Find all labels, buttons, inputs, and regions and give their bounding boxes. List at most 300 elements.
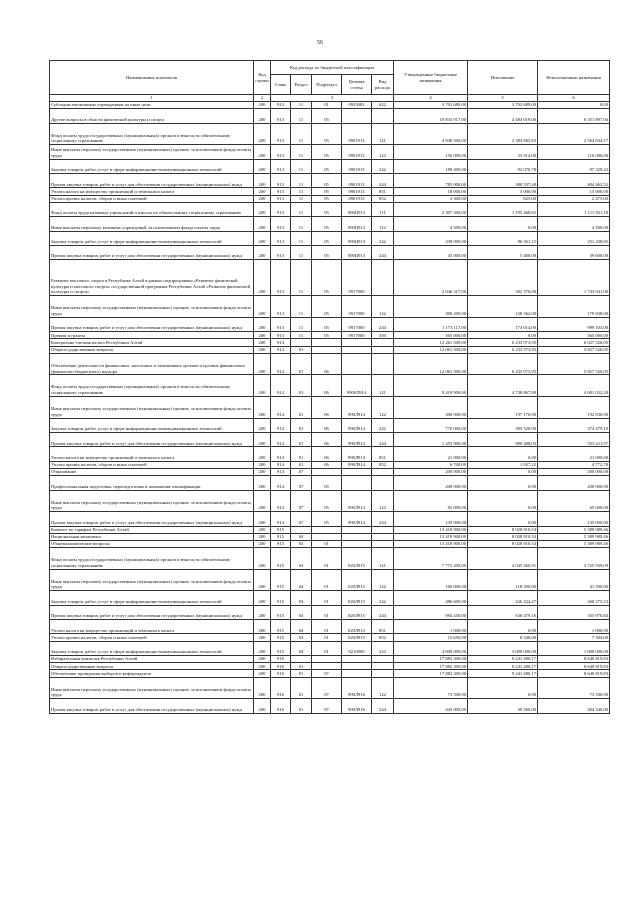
row-name-cell: Общегосударственные вопросы [50, 346, 254, 353]
row-line-code-cell: 200 [254, 159, 271, 173]
row-approved-cell: 3 702 689,00 [394, 102, 468, 109]
row-line-code-cell: 200 [254, 353, 271, 375]
row-approved-cell: 338 000,00 [394, 231, 468, 245]
row-unexecuted-cell: 2 564 634,17 [538, 123, 610, 145]
row-target-cell: 020Л915 [342, 634, 372, 641]
row-subsection-cell: 05 [312, 231, 342, 245]
row-executed-cell: 6 233 973,95 [468, 346, 538, 353]
row-section-cell: 01 [291, 375, 312, 397]
row-target-cell: 0901913 [342, 173, 372, 187]
row-line-code-cell: 200 [254, 468, 271, 475]
row-section-cell: 04 [291, 540, 312, 547]
row-unexecuted-cell: 7 304,00 [538, 634, 610, 641]
row-section-cell: 11 [291, 231, 312, 245]
row-subsection-cell: 05 [312, 245, 342, 259]
row-approved-cell: 1 453 900,00 [394, 433, 468, 447]
row-section-cell: 01 [291, 677, 312, 699]
row-line-code-cell: 200 [254, 317, 271, 331]
row-approved-cell: 21 000,00 [394, 447, 468, 461]
header-approved: Утвержденные бюджетные назначения [394, 61, 468, 95]
row-name-cell: Иные выплаты персоналу государственных (муниципальных) органов, за исключением фонда оплаты труда [50, 145, 254, 159]
row-target-cell [342, 468, 372, 475]
row-chapter-cell: 914 [271, 433, 291, 447]
row-subsection-cell: 05 [312, 260, 342, 296]
row-name-cell: Уплата прочих налогов, сборов и иных платежей [50, 634, 254, 641]
row-executed-cell: 8 028 910,54 [468, 533, 538, 540]
row-subsection-cell: 01 [312, 620, 342, 634]
row-approved-cell: 12 061 500,00 [394, 353, 468, 375]
row-executed-cell: 4 738 867,80 [468, 375, 538, 397]
row-unexecuted-cell: 41 500,00 [538, 569, 610, 591]
row-executed-cell: 4 484 019,06 [468, 109, 538, 123]
row-unexecuted-cell: 1 000,00 [538, 620, 610, 634]
row-section-cell: 11 [291, 159, 312, 173]
row-subsection-cell: 05 [312, 332, 342, 339]
row-executed-cell: 0,00 [468, 447, 538, 461]
row-name-cell: Обеспечение деятельности финансовых, налоговых и таможенных органов и органов финансового (финансово-бюджетного) надзора [50, 353, 254, 375]
row-line-code-cell: 200 [254, 202, 271, 216]
header-line-code: Код строки [254, 61, 271, 95]
row-line-code-cell: 200 [254, 145, 271, 159]
row-name-cell: Закупка товаров, работ, услуг в сфере информационно-коммуникационных технологий [50, 418, 254, 432]
row-subsection-cell: 07 [312, 677, 342, 699]
row-line-code-cell: 200 [254, 346, 271, 353]
row-name-cell: Избирательная комиссия Республики Алтай [50, 656, 254, 663]
row-approved-cell: 73 500,00 [394, 677, 468, 699]
row-target-cell: 090Ц913 [342, 217, 372, 231]
row-line-code-cell: 200 [254, 533, 271, 540]
row-unexecuted-cell: 4 500,00 [538, 217, 610, 231]
row-line-code-cell: 200 [254, 641, 271, 655]
row-chapter-cell: 913 [271, 260, 291, 296]
row-line-code-cell: 200 [254, 591, 271, 605]
row-unexecuted-cell: 5 389 989,46 [538, 526, 610, 533]
row-line-code-cell: 200 [254, 605, 271, 619]
row-exp-type-cell [372, 468, 394, 475]
row-name-cell: Прочая закупка товаров, работ и услуг для обеспечения государственных (муниципальных) нужд [50, 245, 254, 259]
table-body [50, 102, 610, 714]
row-name-cell: Иные выплаты персоналу государственных (муниципальных) органов, за исключением фонда оплаты труда [50, 569, 254, 591]
row-name-cell: Прочая закупка товаров, работ и услуг для обеспечения государственных (муниципальных) нужд [50, 433, 254, 447]
row-target-cell: 990Л914 [342, 490, 372, 512]
row-chapter-cell: 915 [271, 526, 291, 533]
row-target-cell [342, 533, 372, 540]
row-target-cell: 990Л916 [342, 677, 372, 699]
row-section-cell: 11 [291, 102, 312, 109]
row-unexecuted-cell: 553 411,97 [538, 433, 610, 447]
row-section-cell: 07 [291, 468, 312, 475]
row-approved-cell: 10 835 917,00 [394, 109, 468, 123]
row-subsection-cell: 06 [312, 447, 342, 461]
row-name-cell: Обеспечение проведения выборов и референдумов [50, 670, 254, 677]
row-chapter-cell: 914 [271, 461, 291, 468]
row-target-cell: 0917000 [342, 260, 372, 296]
row-executed-cell: 197 170,00 [468, 397, 538, 419]
row-approved-cell: 13 418 900,00 [394, 526, 468, 533]
row-section-cell: 11 [291, 317, 312, 331]
table-row [50, 173, 610, 187]
row-exp-type-cell: 244 [372, 605, 394, 619]
row-name-cell: Иные выплаты персоналу государственных (муниципальных) органов, за исключением фонда оплаты труда [50, 397, 254, 419]
row-name-cell: Уплата прочих налогов, сборов и иных платежей [50, 461, 254, 468]
row-chapter-cell: 915 [271, 641, 291, 655]
row-approved-cell: 135 000,00 [394, 512, 468, 526]
table-row [50, 397, 610, 419]
row-name-cell: Закупка товаров, работ, услуг в сфере информационно-коммуникационных технологий [50, 591, 254, 605]
row-line-code-cell: 200 [254, 339, 271, 346]
row-exp-type-cell: 242 [372, 159, 394, 173]
table-row [50, 353, 610, 375]
row-line-code-cell: 200 [254, 397, 271, 419]
row-approved-cell: 1 000,00 [394, 620, 468, 634]
row-section-cell: 01 [291, 433, 312, 447]
row-line-code-cell: 200 [254, 461, 271, 468]
budget-execution-table [49, 60, 610, 714]
row-executed-cell: 0,00 [468, 490, 538, 512]
row-exp-type-cell: 244 [372, 699, 394, 713]
row-executed-cell: 174 014,00 [468, 317, 538, 331]
row-chapter-cell: 913 [271, 159, 291, 173]
row-exp-type-cell: 122 [372, 145, 394, 159]
row-section-cell: 11 [291, 296, 312, 318]
row-executed-cell: 302 376,00 [468, 260, 538, 296]
row-unexecuted-cell: 116 086,00 [538, 145, 610, 159]
column-number: 5 [468, 95, 538, 102]
row-name-cell: Прочая закупка товаров, работ и услуг для обеспечения государственных (муниципальных) нужд [50, 699, 254, 713]
row-subsection-cell: 01 [312, 634, 342, 641]
row-name-cell: Фонд оплаты труда государственных (муниципальных) органов и взносы по обязательному социальному страхованию [50, 123, 254, 145]
row-subsection-cell [312, 663, 342, 670]
row-target-cell: 0917000 [342, 332, 372, 339]
row-section-cell: 04 [291, 548, 312, 570]
row-name-cell: Прочая закупка товаров, работ и услуг для обеспечения государственных (муниципальных) нужд [50, 605, 254, 619]
row-exp-type-cell [372, 663, 394, 670]
row-subsection-cell: 05 [312, 490, 342, 512]
row-name-cell: Фонд оплаты труда государственных (муниципальных) органов и взносы по обязательному социальному страхованию [50, 375, 254, 397]
row-approved-cell: 12 261 500,00 [394, 339, 468, 346]
row-target-cell: 0925081 [342, 102, 372, 109]
row-subsection-cell: 01 [312, 540, 342, 547]
row-subsection-cell: 06 [312, 353, 342, 375]
row-section-cell: 11 [291, 332, 312, 339]
row-subsection-cell: 05 [312, 145, 342, 159]
row-section-cell [291, 656, 312, 663]
row-executed-cell: 3 000 000,00 [468, 641, 538, 655]
row-unexecuted-cell: 565 000,00 [538, 332, 610, 339]
row-line-code-cell: 200 [254, 476, 271, 490]
row-line-code-cell: 200 [254, 260, 271, 296]
row-line-code-cell: 200 [254, 123, 271, 145]
row-chapter-cell: 915 [271, 591, 291, 605]
row-executed-cell: 8 346,00 [468, 634, 538, 641]
row-unexecuted-cell: 374 479,10 [538, 418, 610, 432]
row-executed-cell: 226 324,47 [468, 591, 538, 605]
row-unexecuted-cell: 15 000,00 [538, 188, 610, 195]
row-chapter-cell: 914 [271, 490, 291, 512]
row-chapter-cell: 913 [271, 188, 291, 195]
row-approved-cell: 4 000 000,00 [394, 641, 468, 655]
row-subsection-cell: 05 [312, 159, 342, 173]
row-unexecuted-cell: 8 640 819,83 [538, 663, 610, 670]
row-line-code-cell: 200 [254, 109, 271, 123]
row-approved-cell: 13 418 900,00 [394, 540, 468, 547]
row-chapter-cell: 915 [271, 533, 291, 540]
table-row [50, 490, 610, 512]
row-exp-type-cell [372, 526, 394, 533]
row-exp-type-cell: 851 [372, 447, 394, 461]
row-executed-cell: 1 927,22 [468, 461, 538, 468]
row-approved-cell: 200 000,00 [394, 476, 468, 490]
row-target-cell: 0901913 [342, 188, 372, 195]
row-approved-cell: 770 000,00 [394, 418, 468, 432]
row-target-cell: 990Л914 [342, 397, 372, 419]
row-name-cell: Профессиональная подготовка, переподготовка и повышение квалификации [50, 476, 254, 490]
table-row [50, 102, 610, 109]
row-unexecuted-cell: 21 000,00 [538, 447, 610, 461]
row-name-cell: Уплата налога на имущество организаций и земельного налога [50, 447, 254, 461]
page-number: 56 [317, 40, 323, 46]
row-section-cell: 04 [291, 591, 312, 605]
row-unexecuted-cell: 135 000,00 [538, 512, 610, 526]
row-unexecuted-cell: 5 389 989,46 [538, 540, 610, 547]
row-approved-cell: 308 200,00 [394, 296, 468, 318]
row-executed-cell: 6 233 973,95 [468, 353, 538, 375]
row-line-code-cell: 200 [254, 699, 271, 713]
row-approved-cell: 65 000,00 [394, 490, 468, 512]
table-row [50, 656, 610, 663]
row-section-cell: 11 [291, 173, 312, 187]
row-approved-cell: 2 307 300,00 [394, 202, 468, 216]
header-classification: Код расхода по бюджетной классификации [271, 61, 394, 75]
row-section-cell: 07 [291, 476, 312, 490]
table-row [50, 634, 610, 641]
row-unexecuted-cell: 260 275,53 [538, 591, 610, 605]
row-name-cell: Закупка товаров, работ, услуг в сфере информационно-коммуникационных технологий [50, 159, 254, 173]
row-section-cell: 01 [291, 397, 312, 419]
row-exp-type-cell: 350 [372, 332, 394, 339]
row-approved-cell: 7 773 200,00 [394, 548, 468, 570]
row-section-cell: 11 [291, 145, 312, 159]
row-executed-cell: 9 241 480,17 [468, 656, 538, 663]
column-number: 2 [254, 95, 271, 102]
table-row [50, 677, 610, 699]
row-unexecuted-cell: 6 027 526,05 [538, 339, 610, 346]
row-chapter-cell: 914 [271, 339, 291, 346]
row-unexecuted-cell: 1 743 941,00 [538, 260, 610, 296]
row-target-cell: 020Л915 [342, 569, 372, 591]
row-subsection-cell: 05 [312, 202, 342, 216]
row-line-code-cell: 200 [254, 433, 271, 447]
table-row [50, 540, 610, 547]
row-approved-cell: 13 418 900,00 [394, 533, 468, 540]
row-approved-cell: 4 500,00 [394, 217, 468, 231]
row-section-cell: 04 [291, 533, 312, 540]
row-executed-cell: 5 400,00 [468, 245, 538, 259]
row-target-cell [342, 339, 372, 346]
row-target-cell: 990Л914 [342, 433, 372, 447]
table-row [50, 447, 610, 461]
row-section-cell: 11 [291, 202, 312, 216]
row-subsection-cell [312, 526, 342, 533]
row-line-code-cell: 200 [254, 634, 271, 641]
row-subsection-cell: 05 [312, 296, 342, 318]
row-executed-cell: 4 045 260,91 [468, 548, 538, 570]
row-line-code-cell: 200 [254, 245, 271, 259]
table-row [50, 260, 610, 296]
header-section: Раздел [291, 75, 312, 95]
row-line-code-cell: 200 [254, 195, 271, 202]
row-exp-type-cell: 122 [372, 296, 394, 318]
row-chapter-cell: 913 [271, 109, 291, 123]
table-row [50, 231, 610, 245]
row-unexecuted-cell: 5 827 526,05 [538, 353, 610, 375]
row-exp-type-cell: 622 [372, 102, 394, 109]
row-chapter-cell: 914 [271, 353, 291, 375]
row-executed-cell: 39 560,00 [468, 699, 538, 713]
row-subsection-cell: 06 [312, 433, 342, 447]
row-chapter-cell: 913 [271, 217, 291, 231]
row-executed-cell: 0,00 [468, 620, 538, 634]
row-line-code-cell: 200 [254, 447, 271, 461]
table-row [50, 605, 610, 619]
row-line-code-cell: 200 [254, 526, 271, 533]
header-unexecuted: Неисполненные назначения [538, 61, 610, 95]
row-executed-cell: 630 479,16 [468, 605, 538, 619]
row-executed-cell: 0,00 [468, 476, 538, 490]
row-section-cell: 11 [291, 195, 312, 202]
row-target-cell [342, 526, 372, 533]
row-subsection-cell: 01 [312, 102, 342, 109]
row-target-cell: 990Л914 [342, 418, 372, 432]
table-row [50, 512, 610, 526]
row-line-code-cell: 200 [254, 173, 271, 187]
row-exp-type-cell: 244 [372, 173, 394, 187]
row-approved-cell: 160 000,00 [394, 569, 468, 591]
table-row [50, 526, 610, 533]
row-chapter-cell: 913 [271, 332, 291, 339]
row-target-cell: 0917000 [342, 296, 372, 318]
row-chapter-cell: 915 [271, 605, 291, 619]
row-chapter-cell: 916 [271, 699, 291, 713]
row-target-cell: 020Л915 [342, 620, 372, 634]
row-section-cell: 07 [291, 512, 312, 526]
row-executed-cell: 9 241 480,17 [468, 670, 538, 677]
row-exp-type-cell [372, 670, 394, 677]
row-name-cell: Контрольно-счетная палата Республики Алтай [50, 339, 254, 346]
row-name-cell: Премии и гранты [50, 332, 254, 339]
table-row [50, 433, 610, 447]
table-row [50, 663, 610, 670]
row-name-cell: Субсидии автономным учреждениям на иные цели [50, 102, 254, 109]
row-unexecuted-cell: 73 500,00 [538, 677, 610, 699]
row-name-cell: Иные выплаты персоналу государственных (муниципальных) органов, за исключением фонда оплаты труда [50, 490, 254, 512]
row-line-code-cell: 200 [254, 620, 271, 634]
row-exp-type-cell: 121 [372, 123, 394, 145]
row-approved-cell: 6 700,00 [394, 461, 468, 468]
row-unexecuted-cell: 8 640 819,83 [538, 670, 610, 677]
row-line-code-cell: 200 [254, 663, 271, 670]
row-unexecuted-cell: 6 351 897,94 [538, 109, 610, 123]
table-row [50, 418, 610, 432]
row-exp-type-cell: 852 [372, 195, 394, 202]
row-section-cell: 01 [291, 663, 312, 670]
row-unexecuted-cell: 251 438,85 [538, 231, 610, 245]
row-approved-cell: 2 046 317,00 [394, 260, 468, 296]
row-approved-cell: 984 450,00 [394, 605, 468, 619]
row-name-cell: Уплата прочих налогов, сборов и иных платежей [50, 195, 254, 202]
row-executed-cell: 128 362,00 [468, 296, 538, 318]
row-section-cell: 04 [291, 641, 312, 655]
row-unexecuted-cell: 4 681 032,20 [538, 375, 610, 397]
row-chapter-cell: 913 [271, 231, 291, 245]
row-chapter-cell: 915 [271, 540, 291, 547]
row-name-cell: Иные выплаты персоналу государственных (муниципальных) органов, за исключением фонда оплаты труда [50, 296, 254, 318]
row-approved-cell: 390 000,00 [394, 397, 468, 419]
table-row [50, 202, 610, 216]
row-chapter-cell: 913 [271, 123, 291, 145]
row-approved-cell: 45 000,00 [394, 245, 468, 259]
row-subsection-cell: 05 [312, 195, 342, 202]
row-subsection-cell: 05 [312, 123, 342, 145]
row-line-code-cell: 200 [254, 102, 271, 109]
row-line-code-cell: 200 [254, 569, 271, 591]
row-subsection-cell: 06 [312, 418, 342, 432]
table-row [50, 476, 610, 490]
row-exp-type-cell [372, 533, 394, 540]
row-subsection-cell: 01 [312, 591, 342, 605]
row-section-cell: 11 [291, 260, 312, 296]
row-exp-type-cell: 851 [372, 620, 394, 634]
row-executed-cell: 118 500,00 [468, 569, 538, 591]
row-executed-cell: 86 561,15 [468, 231, 538, 245]
row-approved-cell: 3 300,00 [394, 195, 468, 202]
row-section-cell: 01 [291, 447, 312, 461]
row-chapter-cell: 913 [271, 195, 291, 202]
row-approved-cell: 443 900,00 [394, 699, 468, 713]
row-chapter-cell: 914 [271, 418, 291, 432]
row-exp-type-cell: 122 [372, 677, 394, 699]
row-target-cell: 0210000 [342, 641, 372, 655]
row-name-cell: Закупка товаров, работ, услуг в сфере информационно-коммуникационных технологий [50, 231, 254, 245]
row-name-cell: Уплата налога на имущество организаций и земельного налога [50, 620, 254, 634]
row-executed-cell: 6 233 973,95 [468, 339, 538, 346]
row-chapter-cell: 916 [271, 663, 291, 670]
row-target-cell: 990Л914 [342, 461, 372, 468]
row-chapter-cell: 914 [271, 476, 291, 490]
row-subsection-cell: 05 [312, 512, 342, 526]
row-line-code-cell: 200 [254, 332, 271, 339]
column-number: 1 [50, 95, 254, 102]
row-chapter-cell: 913 [271, 317, 291, 331]
row-chapter-cell: 914 [271, 468, 291, 475]
row-exp-type-cell: 242 [372, 418, 394, 432]
row-subsection-cell [312, 468, 342, 475]
row-unexecuted-cell: 4 772,78 [538, 461, 610, 468]
row-executed-cell: 92 070,78 [468, 159, 538, 173]
row-section-cell: 01 [291, 418, 312, 432]
row-exp-type-cell: 852 [372, 461, 394, 468]
row-exp-type-cell: 244 [372, 433, 394, 447]
row-executed-cell: 395 520,90 [468, 418, 538, 432]
row-line-code-cell: 200 [254, 217, 271, 231]
row-approved-cell: 4 948 500,00 [394, 123, 468, 145]
header-exp-type: Вид расхода [372, 75, 394, 95]
table-row [50, 548, 610, 570]
table-row [50, 533, 610, 540]
row-target-cell: 020Л915 [342, 591, 372, 605]
row-line-code-cell: 200 [254, 188, 271, 195]
row-target-cell [342, 663, 372, 670]
